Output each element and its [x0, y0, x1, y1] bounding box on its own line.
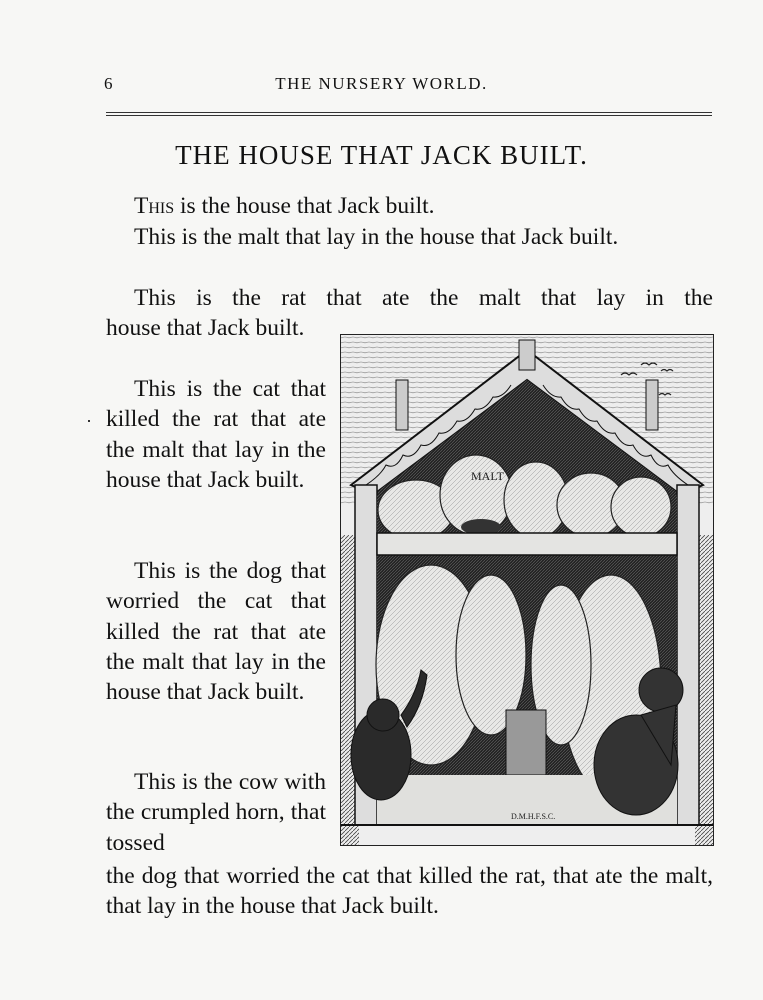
paragraph-cow-start: This is the cow with the crumpled horn, that tossed: [106, 769, 326, 856]
pail-icon: [506, 710, 546, 775]
paragraph-dog: This is the dog that worried the cat that killed the rat that ate the malt that lay in the house that Jack built.: [106, 558, 326, 706]
page-title: THE HOUSE THAT JACK BUILT.: [175, 140, 588, 170]
drop-word: This: [134, 193, 175, 219]
paragraph-rat-line1: This is the rat that ate the malt that lay in the: [134, 285, 713, 311]
artist-signature: D.M.H.F.S.C.: [511, 812, 556, 821]
page-speck: [88, 420, 90, 422]
paragraph-rat-rest: house that Jack built.: [106, 315, 305, 341]
sack-label: MALT: [471, 469, 504, 483]
paragraph-house-text: is the house that Jack built.: [174, 193, 435, 219]
shelf: [377, 533, 677, 555]
paragraph-house: [106, 191, 713, 221]
page-header: [0, 70, 763, 100]
paragraph-malt: This is the malt that lay in the house that Jack built.: [134, 224, 619, 250]
engraving: [341, 335, 713, 845]
roof-finial: [519, 340, 535, 370]
illustration-malt-house: [340, 334, 714, 846]
paragraph-cow-end: the dog that worried the cat that killed the rat, that ate the malt, that lay in the house that Jack built.: [106, 863, 713, 920]
header-rule-double: [106, 115, 712, 116]
header-rule: [106, 112, 712, 113]
running-title: THE NURSERY WORLD.: [275, 74, 488, 93]
page-number: 6: [104, 74, 113, 93]
paragraph-cat: This is the cat that killed the rat that ate the malt that lay in the house that Jack built.: [106, 376, 326, 493]
right-post: [677, 485, 699, 825]
